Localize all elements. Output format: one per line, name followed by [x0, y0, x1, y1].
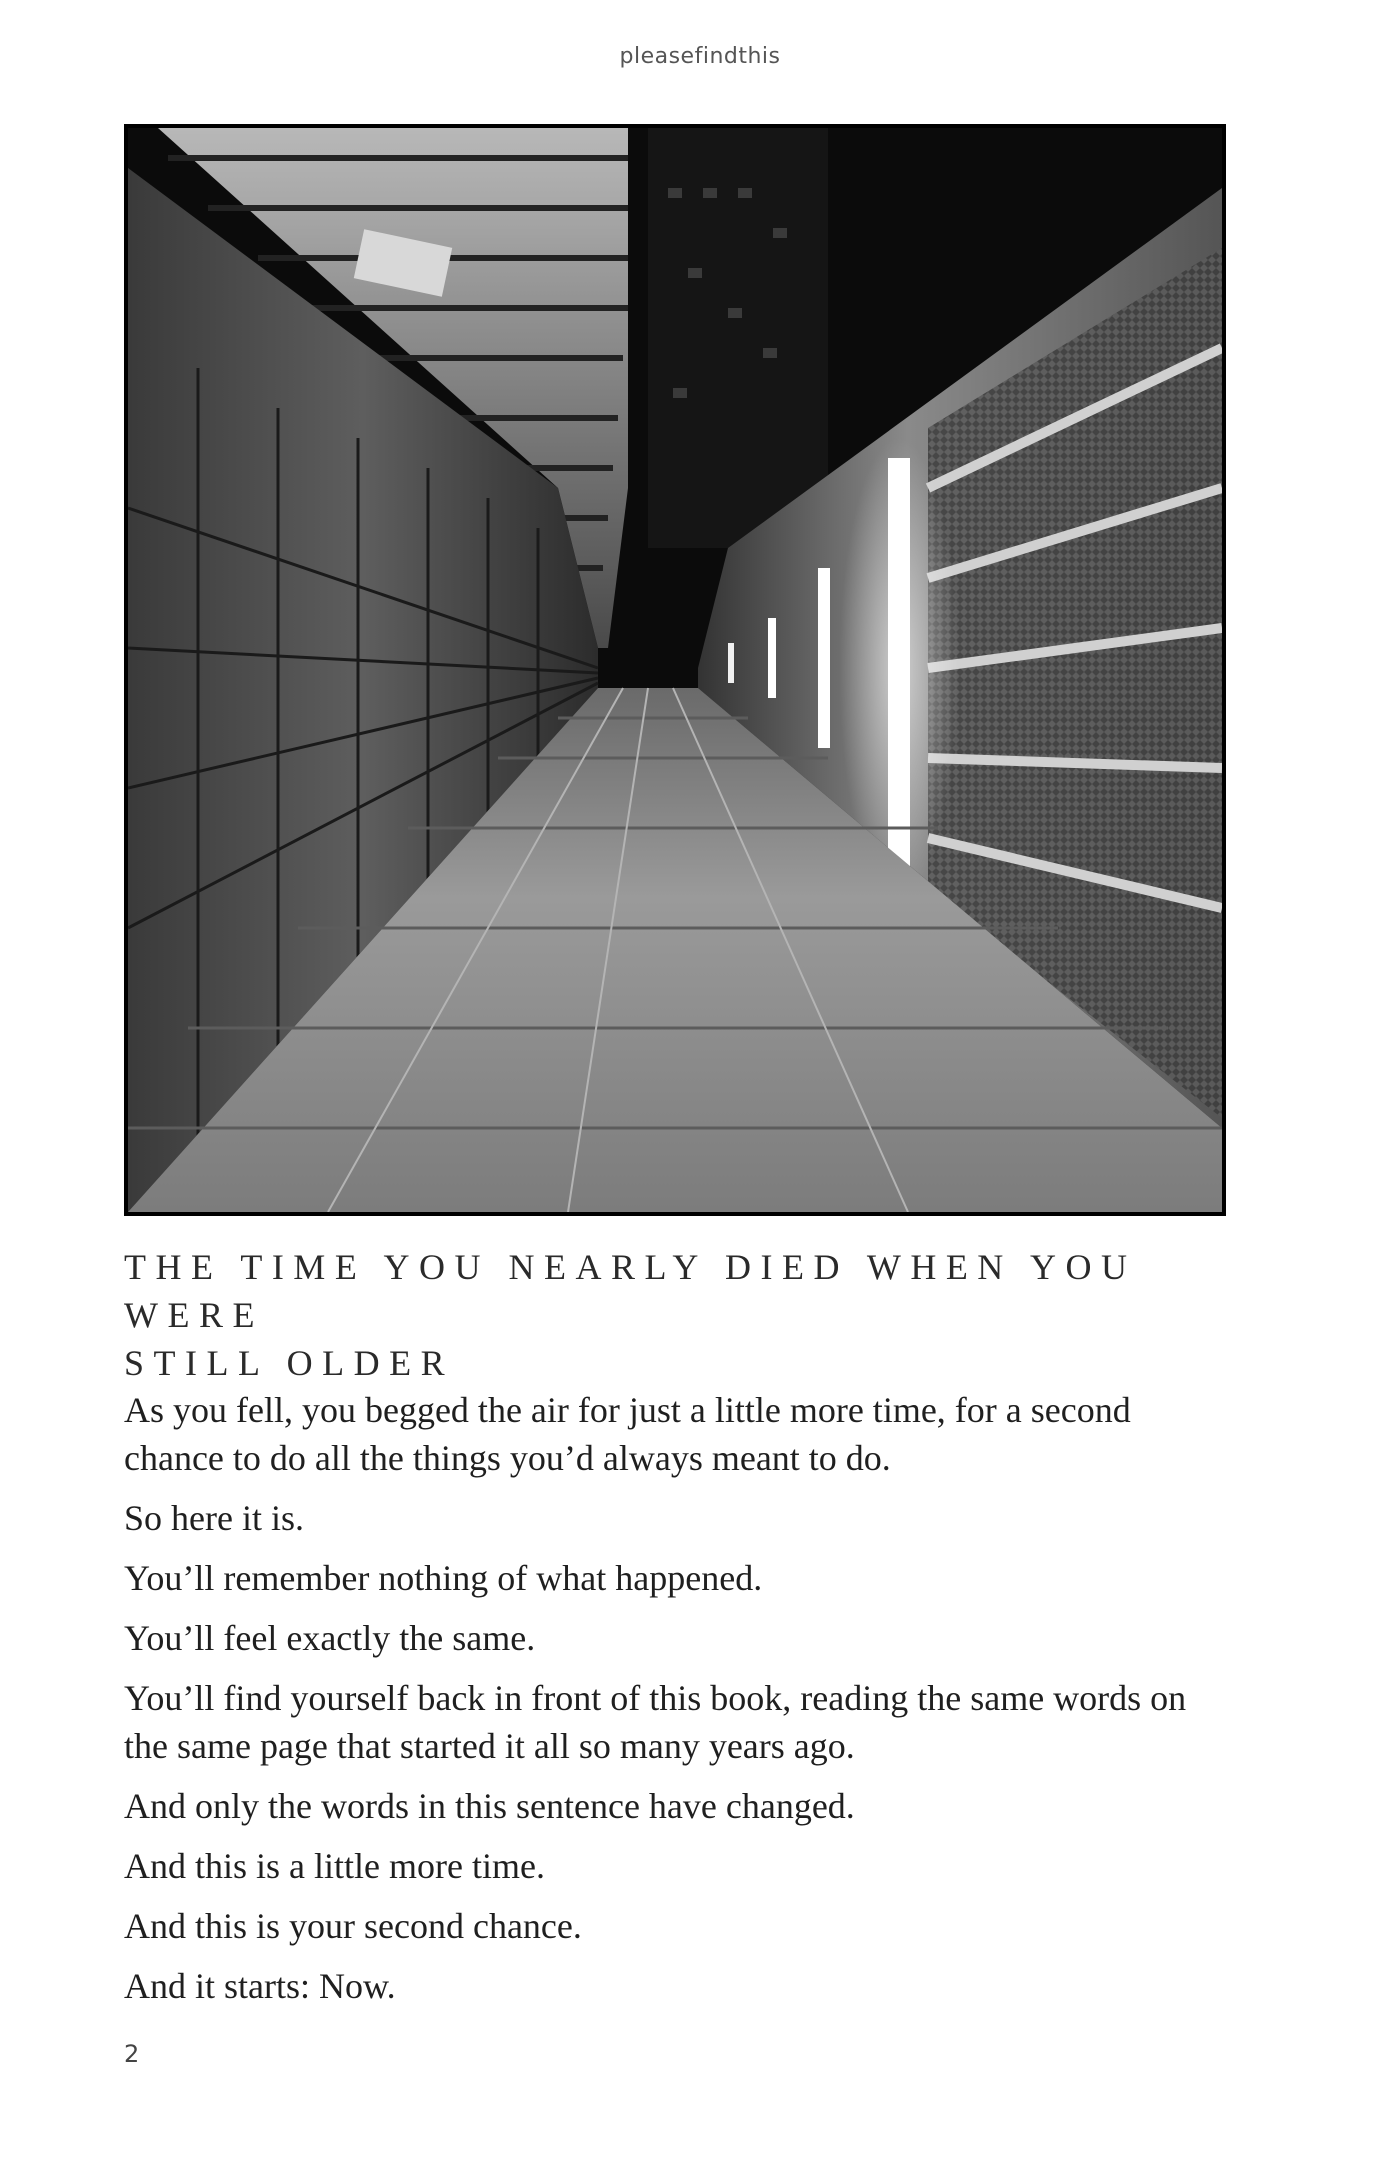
paragraph: And it starts: Now.	[124, 1966, 396, 2006]
paragraph: And this is a little more time.	[124, 1846, 545, 1886]
page-number: 2	[124, 2040, 140, 2068]
paragraph: You’ll feel exactly the same.	[124, 1618, 536, 1658]
paragraph: As you fell, you begged the air for just a little more time, for a second chance to do all the things you’d always meant to do.	[124, 1390, 1131, 1478]
paragraph: You’ll find yourself back in front of this book, reading the same words on the same page that started it all so many years ago.	[124, 1678, 1187, 1766]
paragraph: You’ll remember nothing of what happened.	[124, 1558, 763, 1598]
chapter-title	[124, 1243, 1234, 1387]
story-body	[124, 1386, 1234, 2022]
running-header: pleasefindthis	[619, 44, 781, 69]
paragraph: So here it is.	[124, 1498, 304, 1538]
paragraph: And this is your second chance.	[124, 1906, 582, 1946]
corridor-photo-image	[128, 128, 1222, 1212]
chapter-title-line-1: THE TIME YOU NEARLY DIED WHEN YOU WERE	[124, 1247, 1137, 1335]
chapter-title-line-2: STILL OLDER	[124, 1343, 455, 1383]
paragraph: And only the words in this sentence have changed.	[124, 1786, 855, 1826]
corridor-photo	[124, 124, 1226, 1216]
